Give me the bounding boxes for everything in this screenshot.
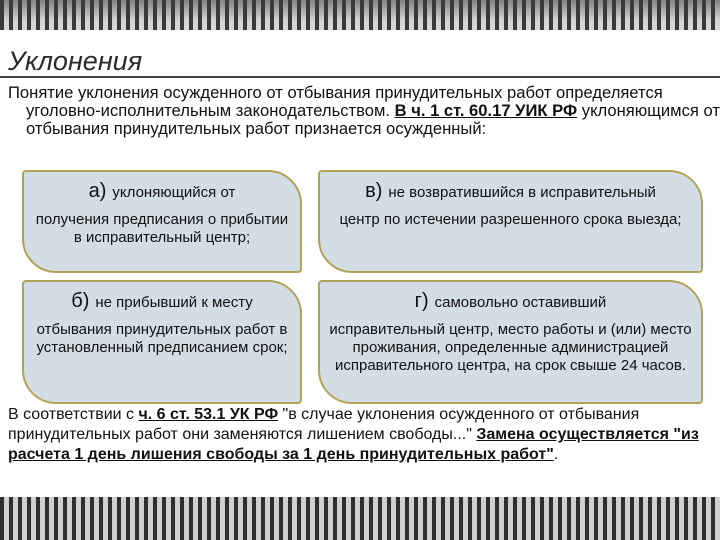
card-a-lead bbox=[88, 180, 236, 202]
conclusion-paragraph bbox=[8, 405, 714, 465]
card-g-lead-text: самовольно оставивший bbox=[434, 294, 607, 311]
card-g-body: исправительный центр, место работы и (или) место проживания, определенные администрацией исправительного центра, на срок свыше 24 часов. bbox=[329, 321, 692, 374]
evasion-case-a-card bbox=[22, 170, 302, 273]
card-a-letter: а) bbox=[88, 180, 107, 202]
card-a-body: получения предписания о прибытии в исправительный центр; bbox=[35, 211, 289, 246]
card-v-body: центр по истечении разрешенного срока выезда; bbox=[339, 211, 682, 228]
intro-law-reference: В ч. 1 ст. 60.17 УИК РФ bbox=[394, 101, 578, 120]
intro-paragraph bbox=[8, 84, 720, 138]
evasion-case-g-card bbox=[318, 280, 703, 404]
conclusion-before: В соответствии с bbox=[8, 406, 139, 423]
card-g-lead bbox=[414, 290, 607, 312]
card-g-letter: г) bbox=[414, 290, 429, 312]
card-b-lead-text: не прибывший к месту bbox=[95, 294, 253, 311]
conclusion-after: . bbox=[553, 446, 559, 463]
conclusion-law-reference: ч. 6 ст. 53.1 УК РФ bbox=[138, 406, 279, 423]
evasion-case-b-card bbox=[22, 280, 302, 404]
top-band-shade bbox=[0, 0, 720, 30]
card-b-letter: б) bbox=[71, 290, 90, 312]
slide-title: Уклонения bbox=[8, 46, 143, 76]
conclusion-emphasis: Замена осуществляется "из расчета 1 день лишения свободы за 1 день принудительных работ" bbox=[8, 426, 699, 463]
intro-text: Понятие уклонения осужденного от отбывания принудительных работ определяется уголовно-исполнительным законодательством. bbox=[8, 83, 663, 120]
bottom-decorative-band bbox=[0, 497, 720, 540]
title-divider bbox=[0, 76, 720, 78]
card-v-lead-text: не возвратившийся в исправительный bbox=[388, 184, 656, 201]
conclusion-quote: "в случае уклонения осужденного от отбывания принудительных работ они заменяются лишением свободы..." bbox=[8, 406, 640, 443]
card-v-lead bbox=[365, 180, 656, 202]
card-v-letter: в) bbox=[365, 180, 383, 202]
intro-text-after: уклоняющимся от отбывания принудительных работ признается осужденный: bbox=[26, 101, 720, 138]
card-b-body: отбывания принудительных работ в установленный предписанием срок; bbox=[36, 321, 288, 356]
card-b-lead bbox=[71, 290, 253, 312]
evasion-case-v-card bbox=[318, 170, 703, 273]
card-a-lead-text: уклоняющийся от bbox=[112, 184, 236, 201]
